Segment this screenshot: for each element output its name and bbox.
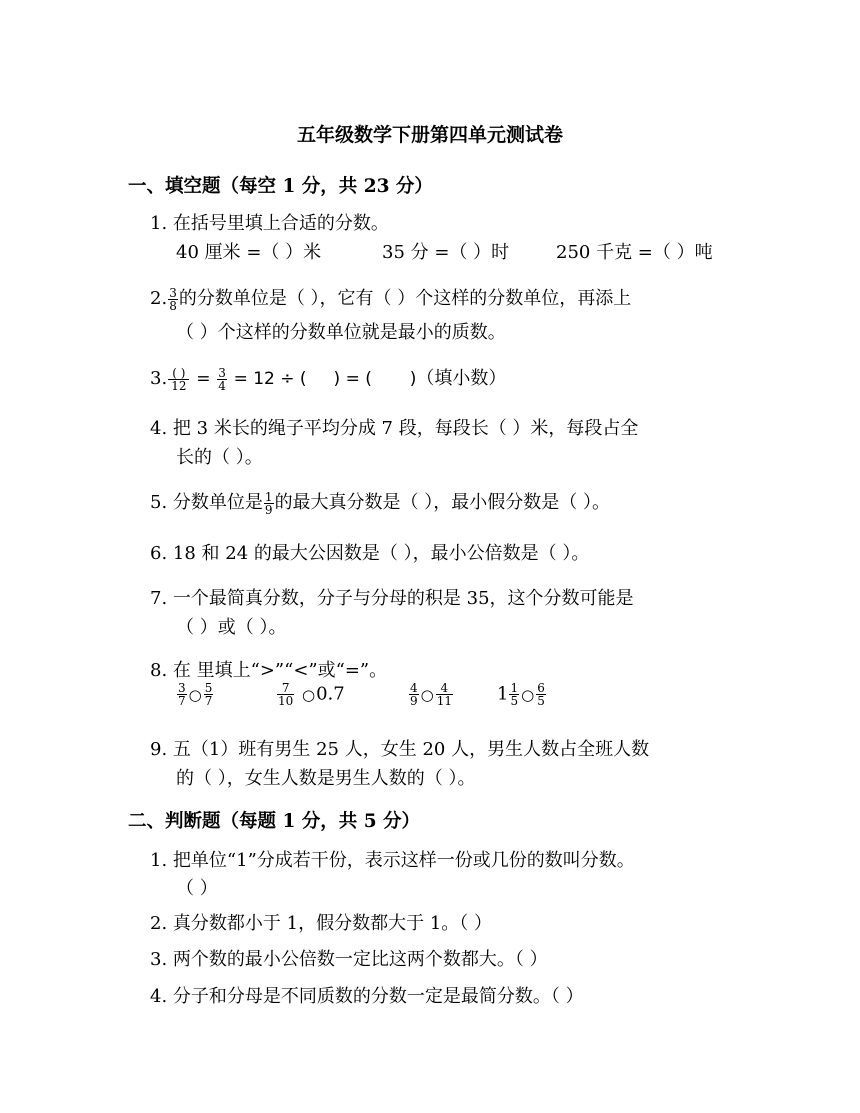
question-number: 5.	[150, 492, 168, 513]
section-2-heading: 二、判断题（每题 1 分，共 5 分）	[128, 811, 421, 832]
expression: = 12 ÷ ( ) = ( )	[233, 369, 417, 389]
question-number: 1.	[150, 213, 168, 234]
question-1-6	[150, 539, 589, 565]
question-1-3	[150, 364, 506, 392]
fraction: $\frac{3}{7}$	[178, 681, 186, 708]
question-2-2	[150, 909, 492, 935]
question-number: 7.	[150, 588, 168, 609]
fraction: $\frac{3}{8}$	[169, 285, 177, 313]
compare-3	[408, 682, 454, 707]
fraction: $\frac{1}{5}$	[510, 681, 519, 708]
question-1-7	[150, 584, 634, 610]
question-2-3	[150, 945, 548, 971]
fraction: $\frac{5}{7}$	[204, 681, 213, 708]
question-1-8	[150, 656, 387, 682]
question-1-7-line-2: （ ）或（ ）。	[176, 617, 287, 638]
question-1-5	[150, 488, 610, 516]
question-number: 4.	[150, 986, 168, 1007]
fraction: $\frac{7}{10}$	[278, 681, 294, 708]
question-number: 1.	[150, 850, 168, 871]
question-text: 把 3 米长的绳子平均分成 7 段，每段长（ ）米，每段占全	[172, 418, 639, 439]
question-1-9-line-2: 的（ ），女生人数是男生人数的（ ）。	[176, 768, 476, 789]
compare-1	[176, 682, 214, 707]
question-1-2-line-2: （ ）个这样的分数单位就是最小的质数。	[176, 322, 506, 343]
question-text: 的最大真分数是（ ），最小假分数是（ ）。	[274, 492, 611, 513]
compare-4	[497, 682, 547, 707]
question-text: 在 里填上“>”“<”或“=”。	[172, 660, 388, 681]
compare-circle[interactable]: ○	[188, 685, 202, 704]
fill-note: （填小数）	[416, 368, 507, 389]
fraction: $\frac{4}{11}$	[436, 681, 453, 708]
question-text: 真分数都小于 1，假分数都大于 1。（ ）	[172, 913, 492, 934]
question-1-1	[150, 209, 389, 235]
fraction: $\frac{( )}{12}$	[168, 367, 189, 392]
question-text: 分子和分母是不同质数的分数一定是最简分数。（ ）	[172, 986, 584, 1007]
question-number: 2.	[150, 288, 168, 309]
question-number: 3.	[150, 949, 168, 970]
question-1-9	[150, 735, 649, 761]
question-1-4	[150, 414, 638, 440]
whole-number: 1	[497, 683, 509, 705]
fraction: $\frac{6}{5}$	[537, 681, 545, 708]
decimal-value: 0.7	[316, 683, 345, 705]
question-2-4	[150, 982, 584, 1008]
question-1-1-item-3: 250 千克 =（ ）吨	[556, 242, 713, 263]
page-title: 五年级数学下册第四单元测试卷	[296, 124, 563, 146]
question-number: 8.	[150, 660, 168, 681]
question-2-1-line-2: （ ）	[176, 878, 218, 899]
compare-circle[interactable]: ○	[420, 685, 434, 704]
question-number: 3.	[150, 368, 168, 389]
question-1-4-line-2: 长的（ ）。	[176, 447, 263, 468]
question-number: 4.	[150, 418, 168, 439]
question-1-2	[150, 284, 631, 312]
compare-circle[interactable]: ○	[521, 685, 535, 704]
compare-circle[interactable]: ○	[302, 685, 316, 704]
fraction: $\frac{4}{9}$	[410, 681, 418, 708]
question-number: 2.	[150, 913, 168, 934]
question-1-1-item-1: 40 厘米 =（ ）米	[176, 242, 322, 263]
question-text: 五（1）班有男生 25 人，女生 20 人，男生人数占全班人数	[172, 739, 650, 760]
question-number: 6.	[150, 543, 168, 564]
question-text: 18 和 24 的最大公因数是（ ），最小公倍数是（ ）。	[172, 543, 590, 564]
equals-sign: =	[196, 369, 211, 389]
question-text: 把单位“1”分成若干份，表示这样一份或几份的数叫分数。	[172, 850, 635, 871]
fraction: $\frac{1}{9}$	[264, 489, 273, 517]
question-number: 9.	[150, 739, 168, 760]
compare-2	[276, 682, 345, 707]
question-text: 的分数单位是（ ），它有（ ）个这样的分数单位，再添上	[178, 288, 632, 309]
section-1-heading: 一、填空题（每空 1 分，共 23 分）	[128, 176, 433, 197]
question-text: 分数单位是	[172, 492, 263, 513]
question-1-1-item-2: 35 分 =（ ）时	[382, 242, 510, 263]
fraction: $\frac{3}{4}$	[218, 365, 226, 393]
question-2-1	[150, 846, 635, 872]
question-text: 两个数的最小公倍数一定比这两个数都大。（ ）	[172, 949, 548, 970]
question-text: 在括号里填上合适的分数。	[172, 213, 389, 234]
question-text: 一个最简真分数，分子与分母的积是 35，这个分数可能是	[172, 588, 634, 609]
